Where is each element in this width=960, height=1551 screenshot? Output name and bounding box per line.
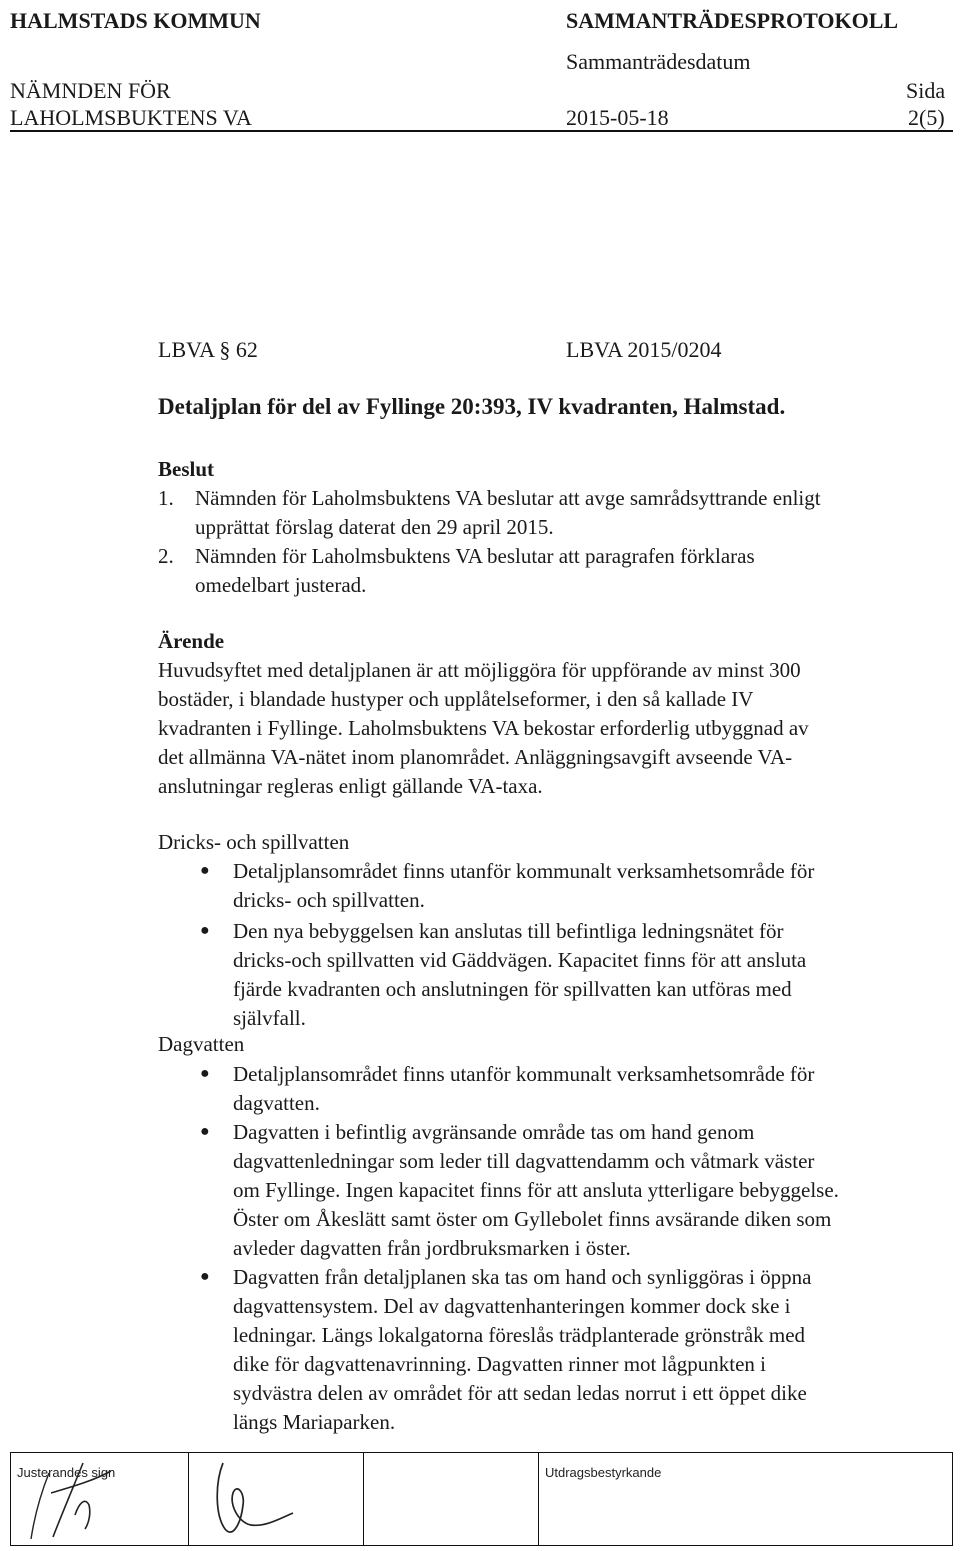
storm-water-heading: Dagvatten: [158, 1032, 245, 1056]
matter-line: det allmänna VA-nätet inom planområdet. Anläggningsavgift avseende VA-: [158, 745, 793, 769]
decision-item-2-line1: Nämnden för Laholmsbuktens VA beslutar att paragrafen förklaras: [195, 544, 755, 568]
decision-item-1-line2: upprättat förslag daterat den 29 april 2015.: [195, 515, 554, 539]
handwritten-signature: [189, 1453, 364, 1545]
signature-table: [10, 1452, 953, 1546]
drinking-bullet-2-line: Den nya bebyggelsen kan anslutas till befintliga ledningsnätet för: [233, 919, 784, 943]
board-name-line1: NÄMNDEN FÖR: [10, 78, 171, 103]
page-label: Sida: [906, 78, 946, 103]
board-name-line2: LAHOLMSBUKTENS VA: [10, 105, 252, 130]
storm-bullet-2-line: Dagvatten i befintlig avgränsande område tas om hand genom: [233, 1120, 755, 1144]
storm-bullet-2-line: avleder dagvatten från jordbruksmarken i öster.: [233, 1236, 631, 1260]
header-rule: [10, 130, 953, 132]
storm-bullet-3-line: längs Mariaparken.: [233, 1410, 396, 1434]
page-number: 2(5): [908, 105, 945, 130]
storm-bullet-3-line: dike för dagvattenavrinning. Dagvatten rinner mot lågpunkten i: [233, 1352, 767, 1376]
matter-heading: Ärende: [158, 629, 225, 653]
storm-bullet-2-line: dagvattenledningar som leder till dagvattendamm och våtmark väster: [233, 1149, 815, 1173]
meeting-date: 2015-05-18: [566, 105, 669, 130]
decision-item-1-number: 1.: [158, 486, 174, 510]
decision-item-2-line2: omedelbart justerad.: [195, 573, 367, 597]
document-title: Detaljplan för del av Fyllinge 20:393, IV kvadranten, Halmstad.: [158, 394, 786, 419]
decision-item-2-number: 2.: [158, 544, 174, 568]
matter-line: kvadranten i Fyllinge. Laholmsbuktens VA bekostar erforderlig utbyggnad av: [158, 716, 809, 740]
storm-bullet-1-line: Detaljplansområdet finns utanför kommunalt verksamhetsområde för: [233, 1062, 815, 1086]
storm-bullet-3-line: ledningar. Längs lokalgatorna föreslås trädplanterade grönstråk med: [233, 1323, 806, 1347]
extract-cell: [539, 1453, 952, 1545]
initials-label: Justerandes sign: [17, 1465, 116, 1480]
storm-bullet-1-line: dagvatten.: [233, 1091, 320, 1115]
extract-label: Utdragsbestyrkande: [545, 1465, 662, 1480]
matter-line: anslutningar regleras enligt gällande VA-taxa.: [158, 774, 543, 798]
drinking-bullet-1-line: dricks- och spillvatten.: [233, 888, 425, 912]
storm-bullet-3-line: dagvattensystem. Del av dagvattenhanteringen kommer dock ske i: [233, 1294, 791, 1318]
bullet-icon: ●: [200, 1268, 210, 1285]
drinking-bullet-2-line: självfall.: [233, 1006, 306, 1030]
initials-cell: [11, 1453, 189, 1545]
document-type: SAMMANTRÄDESPROTOKOLL: [566, 8, 899, 33]
signature-cell-2: [364, 1453, 539, 1545]
handwritten-initials-signature: [11, 1453, 189, 1545]
storm-bullet-2-line: Öster om Åkeslätt samt öster om Gyllebolet finns avsärande diken som: [233, 1207, 832, 1231]
storm-bullet-2-line: om Fyllinge. Ingen kapacitet finns för att ansluta ytterligare bebyggelse.: [233, 1178, 839, 1202]
decision-item-1-line1: Nämnden för Laholmsbuktens VA beslutar att avge samrådsyttrande enligt: [195, 486, 821, 510]
decision-heading: Beslut: [158, 457, 215, 481]
bullet-icon: ●: [200, 1065, 210, 1082]
matter-line: Huvudsyftet med detaljplanen är att möjliggöra för uppförande av minst 300: [158, 658, 801, 682]
drinking-water-heading: Dricks- och spillvatten: [158, 830, 350, 854]
paragraph-reference: LBVA § 62: [158, 337, 258, 362]
signature-cell-1: [189, 1453, 364, 1545]
bullet-icon: ●: [200, 1123, 210, 1140]
bullet-icon: ●: [200, 862, 210, 879]
storm-bullet-3-line: Dagvatten från detaljplanen ska tas om hand och synliggöras i öppna: [233, 1265, 812, 1289]
matter-line: bostäder, i blandade hustyper och upplåtelseformer, i den så kallade IV: [158, 687, 754, 711]
drinking-bullet-1-line: Detaljplansområdet finns utanför kommunalt verksamhetsområde för: [233, 859, 815, 883]
drinking-bullet-2-line: fjärde kvadranten och anslutningen för spillvatten kan utföras med: [233, 977, 792, 1001]
meeting-date-label: Sammanträdesdatum: [566, 49, 751, 74]
bullet-icon: ●: [200, 922, 210, 939]
storm-bullet-3-line: sydvästra delen av området för att sedan ledas norrut i ett öppet dike: [233, 1381, 807, 1405]
case-number: LBVA 2015/0204: [566, 337, 722, 362]
drinking-bullet-2-line: dricks-och spillvatten vid Gäddvägen. Kapacitet finns för att ansluta: [233, 948, 807, 972]
organization-name: HALMSTADS KOMMUN: [10, 8, 261, 33]
